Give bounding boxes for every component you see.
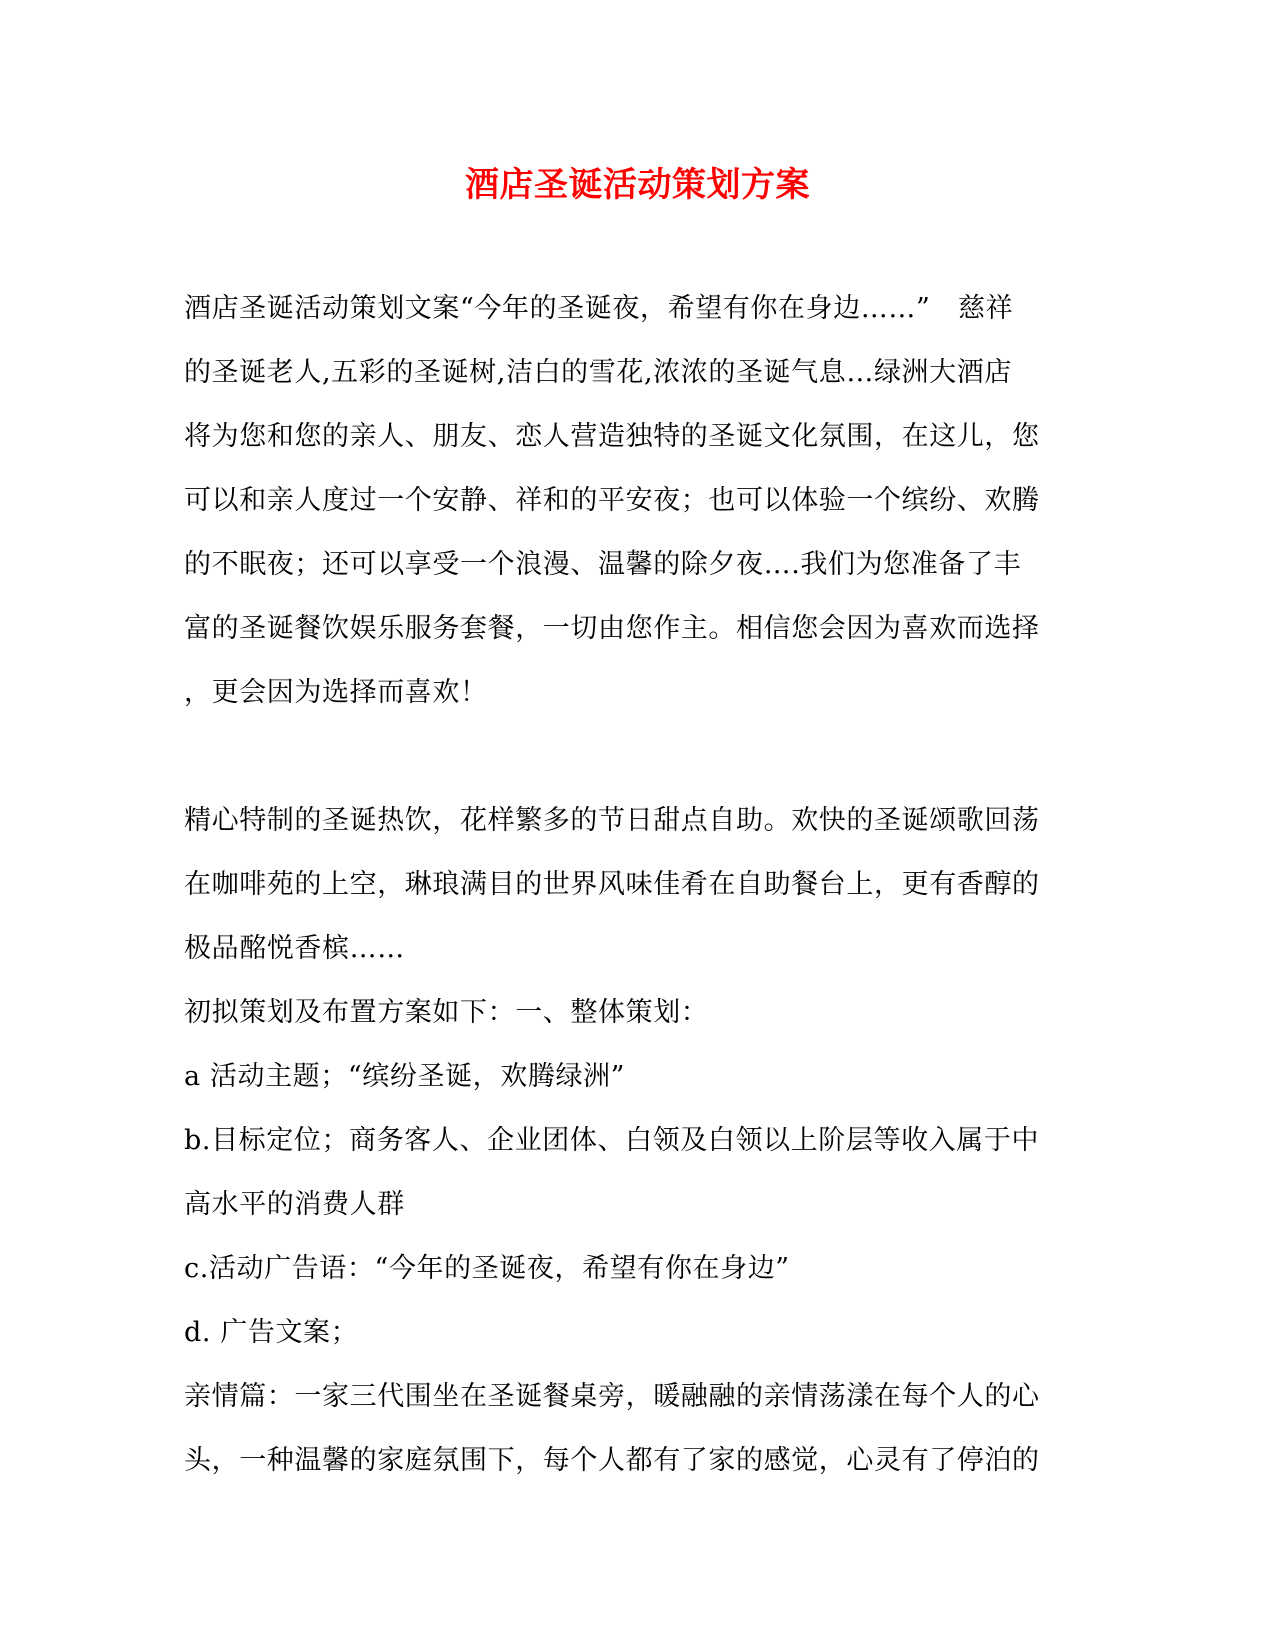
paragraph-line: 可以和亲人度过一个安静、祥和的平安夜；也可以体验一个缤纷、欢腾 — [184, 485, 1040, 516]
paragraph-line: 的不眠夜；还可以享受一个浪漫、温馨的除夕夜….我们为您准备了丰 — [184, 549, 1022, 580]
paragraph-line: 将为您和您的亲人、朋友、恋人营造独特的圣诞文化氛围，在这儿，您 — [184, 421, 1040, 452]
paragraph-line: 亲情篇：一家三代围坐在圣诞餐桌旁，暖融融的亲情荡漾在每个人的心 — [184, 1381, 1040, 1412]
list-item-slogan: c.活动广告语：“今年的圣诞夜，希望有你在身边” — [184, 1253, 790, 1284]
plan-heading: 初拟策划及布置方案如下：一、整体策划： — [184, 997, 709, 1028]
document-title: 酒店圣诞活动策划方案 — [465, 165, 810, 205]
list-item-theme: a 活动主题；“缤纷圣诞，欢腾绿洲” — [184, 1061, 626, 1092]
paragraph-line: 精心特制的圣诞热饮，花样繁多的节日甜点自助。欢快的圣诞颂歌回荡 — [184, 805, 1040, 836]
paragraph-line: 酒店圣诞活动策划文案“今年的圣诞夜，希望有你在身边……” 慈祥 — [184, 293, 1014, 324]
paragraph-line: 头，一种温馨的家庭氛围下，每个人都有了家的感觉，心灵有了停泊的 — [184, 1445, 1040, 1476]
list-item-target-cont: 高水平的消费人群 — [184, 1189, 405, 1220]
paragraph-line: 在咖啡苑的上空，琳琅满目的世界风味佳肴在自助餐台上，更有香醇的 — [184, 869, 1040, 900]
paragraph-line: ，更会因为选择而喜欢！ — [184, 677, 488, 708]
list-item-copy: d. 广告文案； — [184, 1317, 359, 1348]
paragraph-line: 的圣诞老人,五彩的圣诞树,洁白的雪花,浓浓的圣诞气息…绿洲大酒店 — [184, 357, 1012, 388]
paragraph-line: 富的圣诞餐饮娱乐服务套餐，一切由您作主。相信您会因为喜欢而选择 — [184, 613, 1040, 644]
document-body — [184, 277, 1084, 1493]
list-item-target: b.目标定位；商务客人、企业团体、白领及白领以上阶层等收入属于中 — [184, 1125, 1040, 1156]
paragraph-gap — [184, 725, 1084, 789]
paragraph-line: 极品酩悦香槟…… — [184, 933, 405, 964]
